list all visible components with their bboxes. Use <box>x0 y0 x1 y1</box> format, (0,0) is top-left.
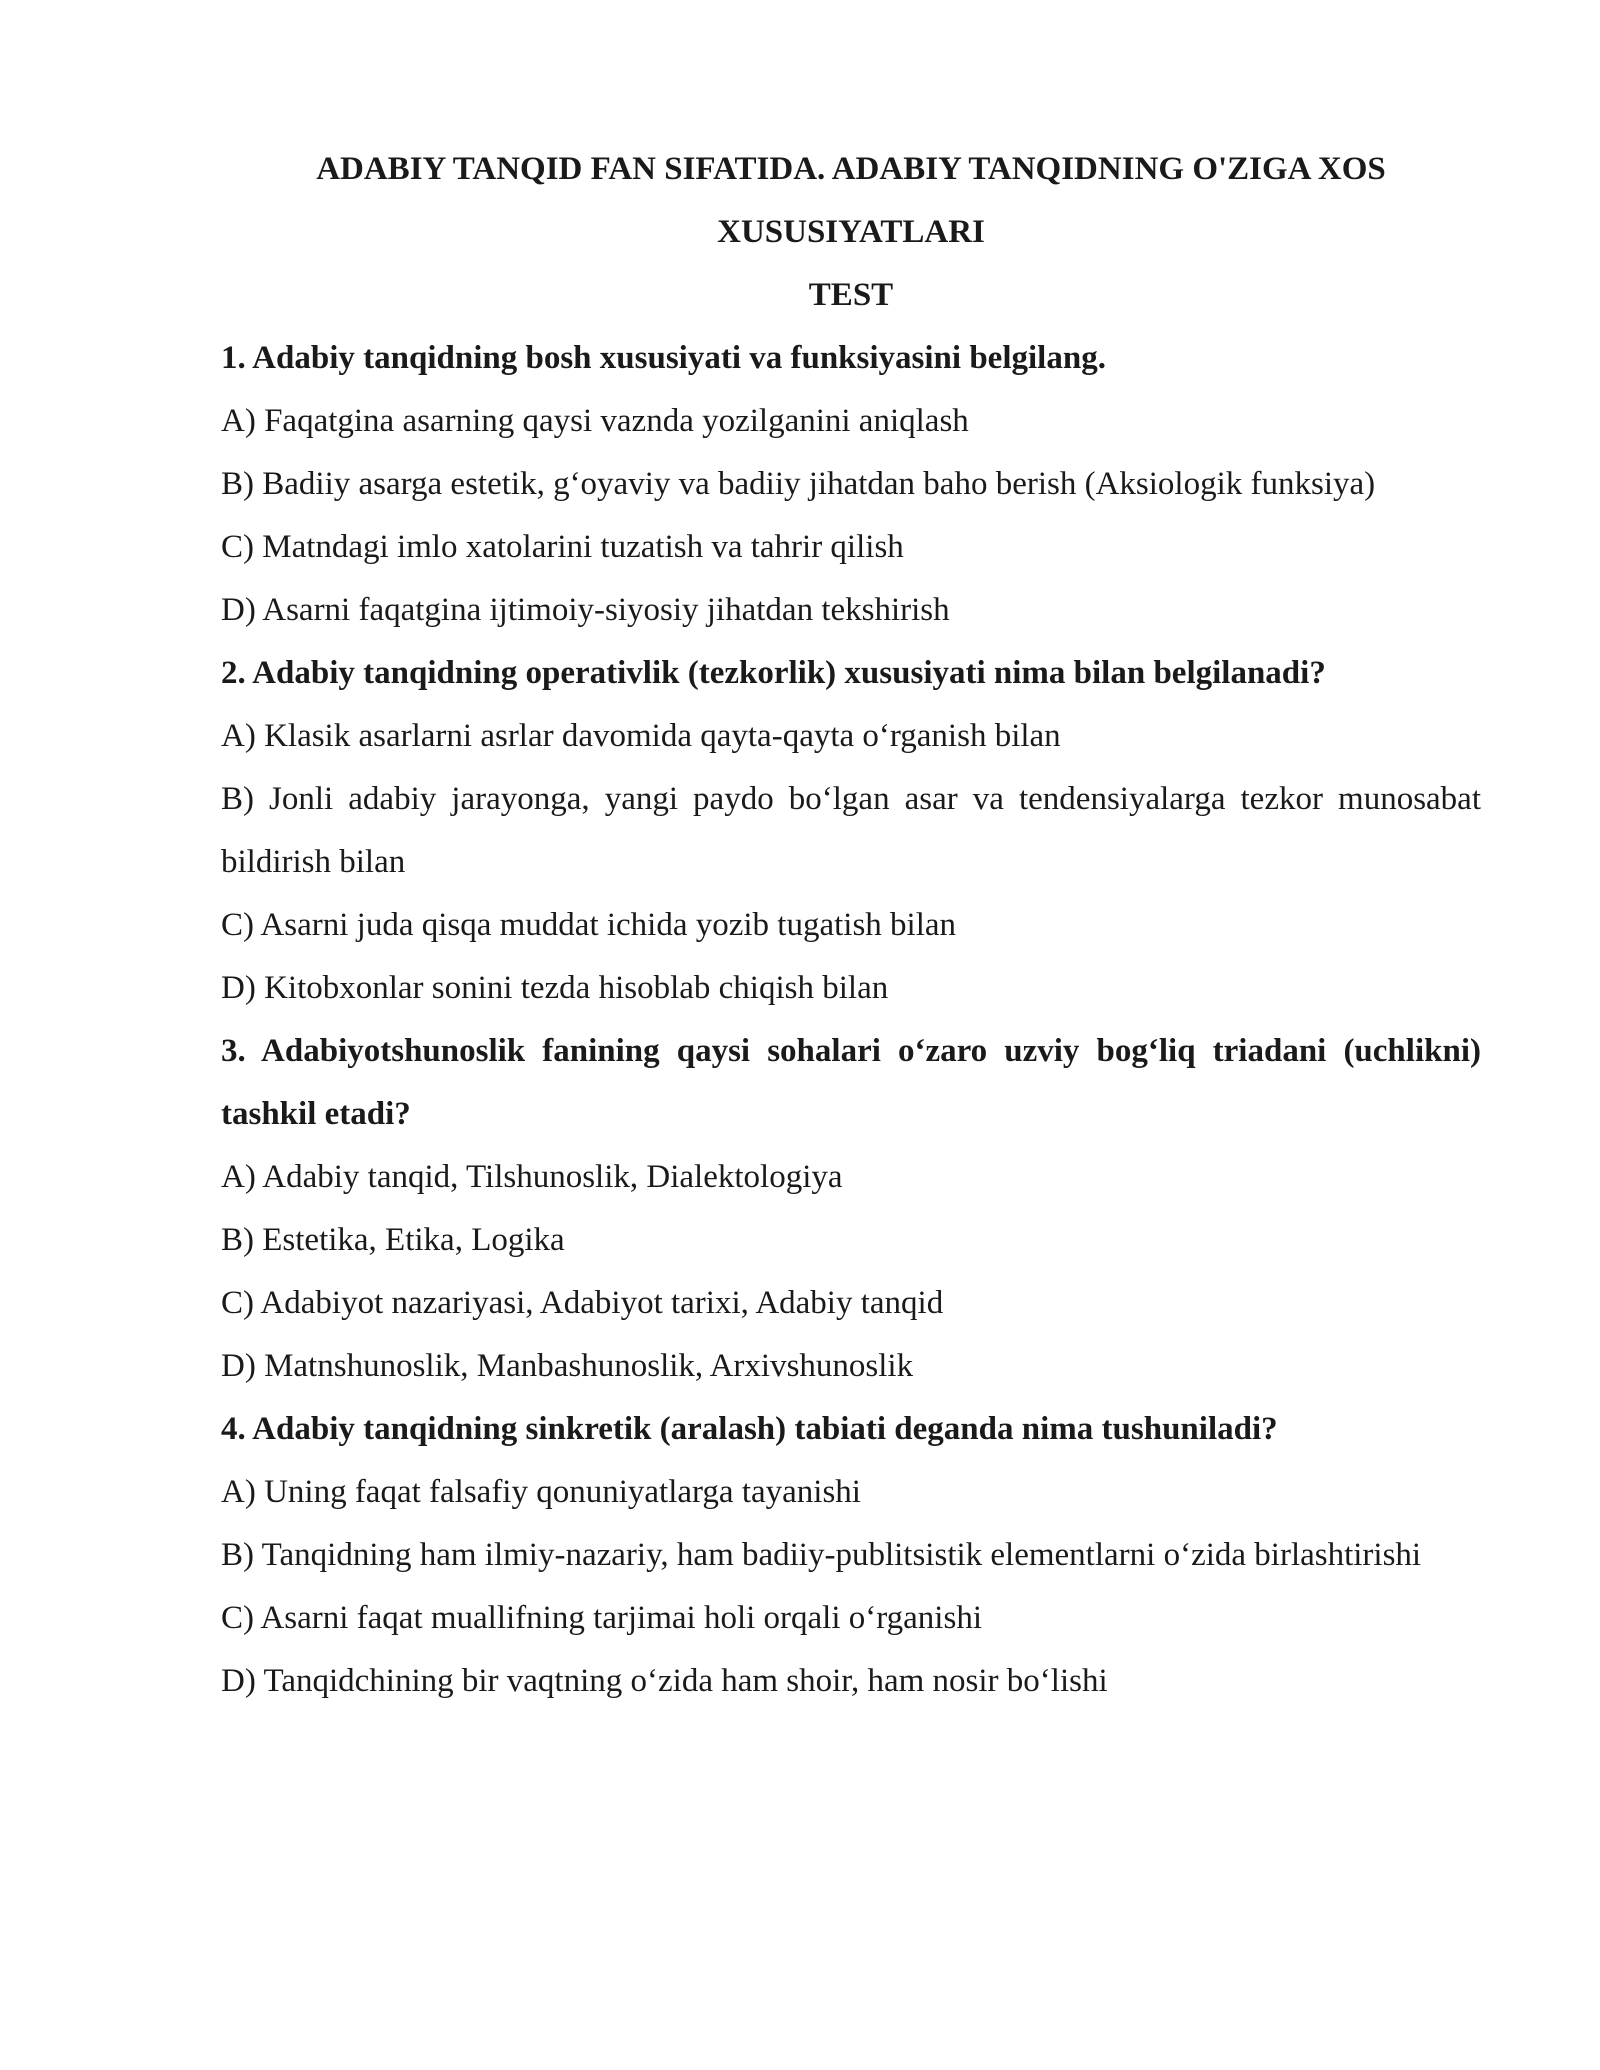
question-block-1 <box>221 327 1481 642</box>
question-text: 3. Adabiyotshunoslik fanining qaysi sohalari o‘zaro uzviy bog‘liq triadani (uchlikni) tashkil etadi? <box>221 1033 1481 1132</box>
answer-option-b: B) Badiiy asarga estetik, g‘oyaviy va badiiy jihatdan baho berish (Aksiologik funksiya) <box>221 466 1376 502</box>
answer-option-c: C) Adabiyot nazariyasi, Adabiyot tarixi, Adabiy tanqid <box>221 1285 944 1321</box>
answer-option-c: C) Asarni faqat muallifning tarjimai holi orqali o‘rganishi <box>221 1600 982 1636</box>
answer-option-a: A) Adabiy tanqid, Tilshunoslik, Dialektologiya <box>221 1159 843 1195</box>
question-block-3 <box>221 1020 1481 1398</box>
answer-option-b: B) Tanqidning ham ilmiy-nazariy, ham badiiy-publitsistik elementlarni o‘zida birlashtirishi <box>221 1537 1422 1573</box>
answer-option-b: B) Estetika, Etika, Logika <box>221 1222 565 1258</box>
answer-option-d: D) Tanqidchining bir vaqtning o‘zida ham shoir, ham nosir bo‘lishi <box>221 1663 1108 1699</box>
question-block-2 <box>221 642 1481 1020</box>
answer-option-c: C) Matndagi imlo xatolarini tuzatish va tahrir qilish <box>221 529 904 565</box>
answer-option-a: A) Uning faqat falsafiy qonuniyatlarga tayanishi <box>221 1474 861 1510</box>
question-text: 2. Adabiy tanqidning operativlik (tezkorlik) xususiyati nima bilan belgilanadi? <box>221 655 1326 691</box>
question-block-4 <box>221 1398 1481 1713</box>
question-text: 4. Adabiy tanqidning sinkretik (aralash) tabiati deganda nima tushuniladi? <box>221 1411 1278 1447</box>
answer-option-c: C) Asarni juda qisqa muddat ichida yozib tugatish bilan <box>221 907 957 943</box>
question-text: 1. Adabiy tanqidning bosh xususiyati va funksiyasini belgilang. <box>221 340 1106 376</box>
document-page <box>221 138 1481 1713</box>
answer-option-d: D) Asarni faqatgina ijtimoiy-siyosiy jihatdan tekshirish <box>221 592 950 628</box>
document-title-line-1: ADABIY TANQID FAN SIFATIDA. ADABIY TANQIDNING O'ZIGA XOS <box>316 151 1386 187</box>
answer-option-a: A) Faqatgina asarning qaysi vaznda yozilganini aniqlash <box>221 403 969 439</box>
answer-option-b: B) Jonli adabiy jarayonga, yangi paydo bo‘lgan asar va tendensiyalarga tezkor munosabat bildirish bilan <box>221 781 1481 880</box>
answer-option-d: D) Kitobxonlar sonini tezda hisoblab chiqish bilan <box>221 970 889 1006</box>
document-title-line-2: XUSUSIYATLARI <box>717 214 985 250</box>
answer-option-d: D) Matnshunoslik, Manbashunoslik, Arxivshunoslik <box>221 1348 914 1384</box>
document-subtitle: TEST <box>808 277 894 313</box>
answer-option-a: A) Klasik asarlarni asrlar davomida qayta-qayta o‘rganish bilan <box>221 718 1061 754</box>
